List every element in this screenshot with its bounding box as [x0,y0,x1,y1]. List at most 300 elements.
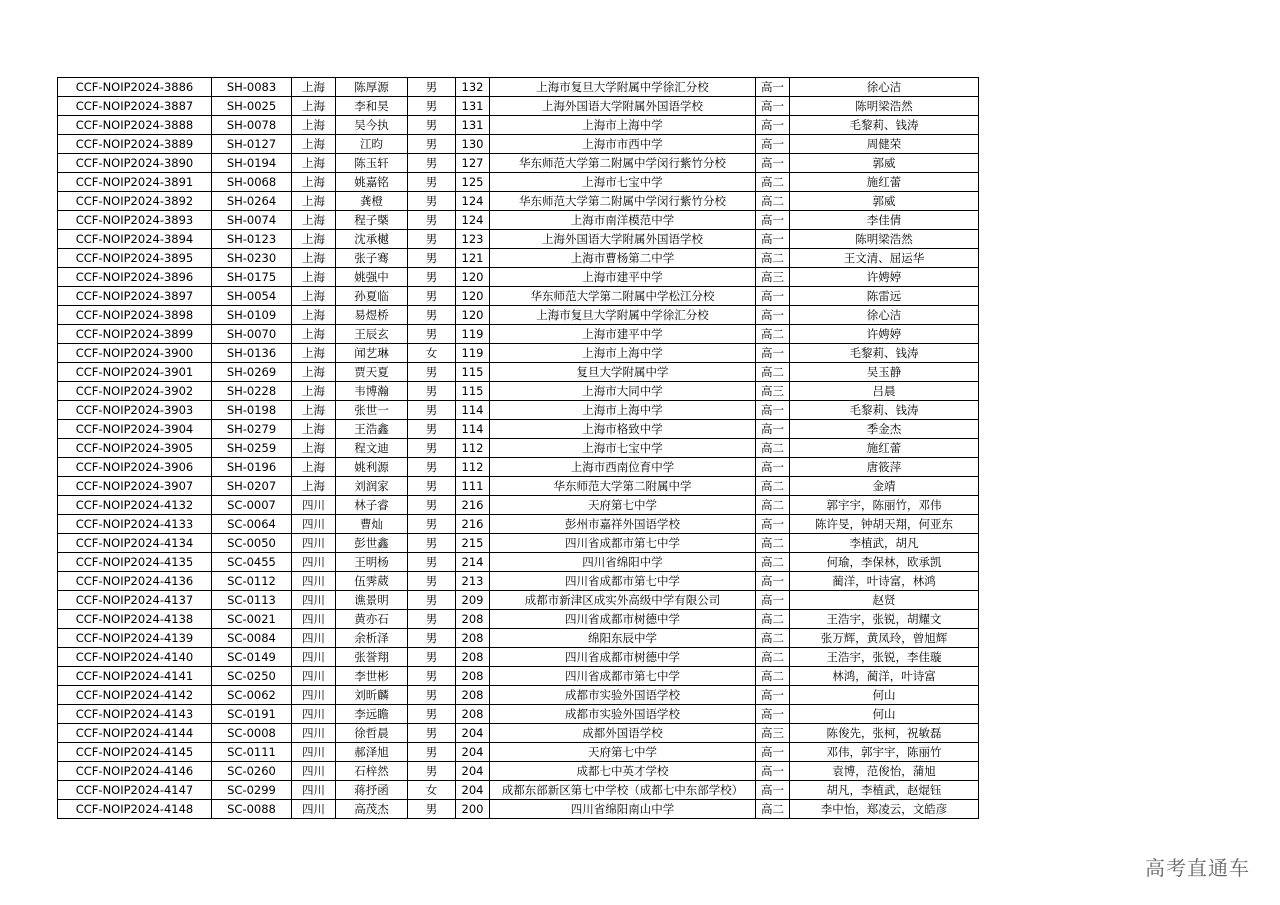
table-row [58,382,979,401]
cell-province: 上海 [292,249,336,268]
cell-score: 216 [456,515,490,534]
table-row [58,325,979,344]
cell-contestant-code: SC-0260 [212,762,292,781]
cell-province: 四川 [292,762,336,781]
cell-gender: 男 [408,610,456,629]
cell-province: 四川 [292,629,336,648]
cell-province: 上海 [292,268,336,287]
cell-name: 龚橙 [336,192,408,211]
cell-gender: 男 [408,420,456,439]
table-row [58,458,979,477]
cell-coach: 徐心洁 [790,306,979,325]
table-row [58,154,979,173]
table-row [58,781,979,800]
cell-score: 124 [456,192,490,211]
cell-gender: 男 [408,78,456,97]
cell-school: 上海外国语大学附属外国语学校 [490,230,756,249]
cell-school: 天府第七中学 [490,496,756,515]
cell-province: 上海 [292,382,336,401]
table-row [58,743,979,762]
cell-contestant-code: SH-0175 [212,268,292,287]
cell-contestant-code: SH-0123 [212,230,292,249]
cell-grade: 高三 [756,382,790,401]
table-row [58,97,979,116]
cell-school: 上海市市西中学 [490,135,756,154]
cell-province: 四川 [292,648,336,667]
cell-grade: 高一 [756,591,790,610]
cell-name: 彭世鑫 [336,534,408,553]
cell-school: 成都东部新区第七中学校（成都七中东部学校） [490,781,756,800]
cell-gender: 男 [408,686,456,705]
cell-contestant-code: SC-0191 [212,705,292,724]
cell-coach: 何山 [790,686,979,705]
cell-award-id: CCF-NOIP2024-3898 [58,306,212,325]
cell-grade: 高一 [756,420,790,439]
cell-award-id: CCF-NOIP2024-3906 [58,458,212,477]
cell-score: 125 [456,173,490,192]
cell-contestant-code: SH-0194 [212,154,292,173]
cell-name: 易煜桥 [336,306,408,325]
cell-gender: 男 [408,800,456,819]
cell-province: 上海 [292,154,336,173]
cell-school: 华东师范大学第二附属中学松江分校 [490,287,756,306]
cell-school: 四川省成都市第七中学 [490,667,756,686]
cell-school: 华东师范大学第二附属中学闵行紫竹分校 [490,192,756,211]
cell-contestant-code: SH-0025 [212,97,292,116]
cell-award-id: CCF-NOIP2024-3899 [58,325,212,344]
cell-contestant-code: SC-0007 [212,496,292,515]
cell-score: 216 [456,496,490,515]
cell-gender: 男 [408,230,456,249]
cell-school: 彭州市嘉祥外国语学校 [490,515,756,534]
cell-score: 208 [456,686,490,705]
cell-contestant-code: SC-0113 [212,591,292,610]
cell-province: 上海 [292,192,336,211]
cell-award-id: CCF-NOIP2024-4146 [58,762,212,781]
table-row [58,534,979,553]
cell-award-id: CCF-NOIP2024-3888 [58,116,212,135]
cell-grade: 高一 [756,705,790,724]
cell-name: 王明杨 [336,553,408,572]
table-row [58,192,979,211]
cell-score: 204 [456,781,490,800]
cell-name: 程文迪 [336,439,408,458]
cell-school: 上海市曹杨第二中学 [490,249,756,268]
cell-school: 成都七中英才学校 [490,762,756,781]
cell-coach: 林鸿，蔺洋，叶诗富 [790,667,979,686]
cell-province: 上海 [292,173,336,192]
cell-score: 209 [456,591,490,610]
cell-score: 111 [456,477,490,496]
cell-school: 华东师范大学第二附属中学闵行紫竹分校 [490,154,756,173]
cell-contestant-code: SH-0127 [212,135,292,154]
cell-province: 上海 [292,78,336,97]
cell-name: 伍霁葳 [336,572,408,591]
cell-contestant-code: SC-0149 [212,648,292,667]
cell-award-id: CCF-NOIP2024-3905 [58,439,212,458]
cell-grade: 高二 [756,648,790,667]
cell-contestant-code: SH-0083 [212,78,292,97]
cell-score: 214 [456,553,490,572]
cell-score: 208 [456,667,490,686]
table-row [58,553,979,572]
cell-gender: 男 [408,97,456,116]
cell-award-id: CCF-NOIP2024-4138 [58,610,212,629]
cell-grade: 高一 [756,743,790,762]
cell-award-id: CCF-NOIP2024-4137 [58,591,212,610]
cell-score: 204 [456,762,490,781]
cell-school: 四川省成都市树德中学 [490,610,756,629]
table-row [58,287,979,306]
table-row [58,629,979,648]
table-row [58,572,979,591]
results-table [57,77,979,819]
cell-coach: 袁博，范俊怡，蒲旭 [790,762,979,781]
cell-province: 上海 [292,306,336,325]
cell-score: 208 [456,629,490,648]
cell-province: 四川 [292,553,336,572]
cell-school: 上海外国语大学附属外国语学校 [490,97,756,116]
cell-award-id: CCF-NOIP2024-4132 [58,496,212,515]
cell-award-id: CCF-NOIP2024-4134 [58,534,212,553]
cell-grade: 高一 [756,287,790,306]
cell-score: 131 [456,116,490,135]
table-row [58,477,979,496]
cell-score: 119 [456,325,490,344]
cell-name: 王浩鑫 [336,420,408,439]
cell-award-id: CCF-NOIP2024-3890 [58,154,212,173]
cell-grade: 高一 [756,306,790,325]
cell-coach: 施红蕾 [790,173,979,192]
cell-contestant-code: SC-0062 [212,686,292,705]
cell-score: 114 [456,401,490,420]
cell-province: 四川 [292,686,336,705]
cell-school: 上海市建平中学 [490,268,756,287]
cell-name: 闻艺琳 [336,344,408,363]
cell-gender: 男 [408,553,456,572]
cell-gender: 男 [408,591,456,610]
cell-school: 上海市大同中学 [490,382,756,401]
cell-award-id: CCF-NOIP2024-3907 [58,477,212,496]
cell-province: 四川 [292,610,336,629]
cell-contestant-code: SH-0109 [212,306,292,325]
cell-name: 姚强中 [336,268,408,287]
table-row [58,800,979,819]
cell-contestant-code: SH-0078 [212,116,292,135]
table-row [58,363,979,382]
cell-coach: 徐心洁 [790,78,979,97]
cell-score: 124 [456,211,490,230]
cell-award-id: CCF-NOIP2024-3904 [58,420,212,439]
cell-school: 上海市上海中学 [490,116,756,135]
cell-coach: 何瑜，李保林，欧承凯 [790,553,979,572]
cell-school: 上海市上海中学 [490,344,756,363]
cell-gender: 男 [408,667,456,686]
cell-name: 李和昊 [336,97,408,116]
cell-grade: 高一 [756,116,790,135]
cell-contestant-code: SH-0228 [212,382,292,401]
cell-coach: 邓伟，郭宇宇，陈丽竹 [790,743,979,762]
cell-score: 115 [456,363,490,382]
cell-award-id: CCF-NOIP2024-3896 [58,268,212,287]
cell-score: 114 [456,420,490,439]
table-row [58,724,979,743]
cell-score: 127 [456,154,490,173]
cell-name: 姚嘉铭 [336,173,408,192]
cell-score: 208 [456,705,490,724]
cell-contestant-code: SC-0064 [212,515,292,534]
cell-award-id: CCF-NOIP2024-3897 [58,287,212,306]
cell-coach: 蔺洋，叶诗富，林鸿 [790,572,979,591]
table-row [58,116,979,135]
table-row [58,135,979,154]
cell-grade: 高一 [756,515,790,534]
cell-score: 215 [456,534,490,553]
cell-school: 四川省成都市第七中学 [490,534,756,553]
cell-grade: 高一 [756,572,790,591]
cell-coach: 李佳倩 [790,211,979,230]
cell-name: 石梓然 [336,762,408,781]
cell-contestant-code: SC-0299 [212,781,292,800]
cell-name: 程子槩 [336,211,408,230]
cell-award-id: CCF-NOIP2024-4143 [58,705,212,724]
cell-coach: 李中怡，郑凌云，文皓彦 [790,800,979,819]
cell-gender: 男 [408,135,456,154]
cell-name: 姚利源 [336,458,408,477]
cell-coach: 陈俊先，张柯，祝敏磊 [790,724,979,743]
cell-score: 120 [456,268,490,287]
cell-school: 上海市复旦大学附属中学徐汇分校 [490,78,756,97]
cell-gender: 男 [408,762,456,781]
cell-school: 成都市新津区成实外高级中学有限公司 [490,591,756,610]
cell-award-id: CCF-NOIP2024-3902 [58,382,212,401]
cell-coach: 陈明梁浩然 [790,97,979,116]
cell-award-id: CCF-NOIP2024-3886 [58,78,212,97]
cell-score: 112 [456,439,490,458]
cell-province: 上海 [292,363,336,382]
cell-score: 204 [456,743,490,762]
cell-award-id: CCF-NOIP2024-4136 [58,572,212,591]
cell-grade: 高一 [756,135,790,154]
cell-school: 上海市建平中学 [490,325,756,344]
cell-school: 上海市复旦大学附属中学徐汇分校 [490,306,756,325]
cell-school: 上海市七宝中学 [490,173,756,192]
cell-name: 黄亦石 [336,610,408,629]
cell-award-id: CCF-NOIP2024-3892 [58,192,212,211]
cell-gender: 男 [408,439,456,458]
cell-score: 208 [456,648,490,667]
cell-province: 上海 [292,477,336,496]
cell-gender: 男 [408,154,456,173]
cell-grade: 高三 [756,268,790,287]
cell-contestant-code: SH-0230 [212,249,292,268]
cell-grade: 高二 [756,249,790,268]
cell-province: 四川 [292,667,336,686]
cell-score: 213 [456,572,490,591]
table-row [58,667,979,686]
cell-province: 上海 [292,135,336,154]
table-row [58,591,979,610]
cell-grade: 高一 [756,686,790,705]
cell-gender: 男 [408,306,456,325]
cell-award-id: CCF-NOIP2024-3889 [58,135,212,154]
cell-gender: 男 [408,325,456,344]
cell-contestant-code: SC-0050 [212,534,292,553]
cell-award-id: CCF-NOIP2024-3901 [58,363,212,382]
cell-coach: 金靖 [790,477,979,496]
cell-coach: 吕晨 [790,382,979,401]
cell-gender: 男 [408,705,456,724]
cell-gender: 男 [408,192,456,211]
cell-contestant-code: SH-0269 [212,363,292,382]
cell-contestant-code: SC-0112 [212,572,292,591]
table-row [58,496,979,515]
table-row [58,648,979,667]
cell-province: 上海 [292,287,336,306]
cell-name: 张子骞 [336,249,408,268]
cell-province: 上海 [292,420,336,439]
cell-school: 复旦大学附属中学 [490,363,756,382]
cell-grade: 高三 [756,724,790,743]
cell-province: 上海 [292,344,336,363]
cell-gender: 男 [408,401,456,420]
cell-gender: 男 [408,249,456,268]
cell-contestant-code: SH-0054 [212,287,292,306]
cell-province: 四川 [292,591,336,610]
cell-award-id: CCF-NOIP2024-4144 [58,724,212,743]
cell-name: 刘昕麟 [336,686,408,705]
cell-coach: 陈许旻，钟胡天翔，何亚东 [790,515,979,534]
cell-name: 谯景明 [336,591,408,610]
cell-award-id: CCF-NOIP2024-4141 [58,667,212,686]
cell-coach: 季金杰 [790,420,979,439]
cell-school: 上海市南洋模范中学 [490,211,756,230]
cell-score: 132 [456,78,490,97]
table-row [58,686,979,705]
cell-score: 130 [456,135,490,154]
table-row [58,268,979,287]
cell-name: 贾天夏 [336,363,408,382]
cell-grade: 高二 [756,363,790,382]
cell-coach: 王文清、屈运华 [790,249,979,268]
table-row [58,610,979,629]
cell-grade: 高二 [756,629,790,648]
cell-coach: 许娉婷 [790,325,979,344]
table-row [58,401,979,420]
cell-coach: 王浩宇，张锐，李佳璇 [790,648,979,667]
cell-coach: 周健荣 [790,135,979,154]
cell-school: 华东师范大学第二附属中学 [490,477,756,496]
cell-gender: 男 [408,534,456,553]
cell-grade: 高一 [756,344,790,363]
cell-gender: 男 [408,363,456,382]
cell-contestant-code: SH-0074 [212,211,292,230]
table-row [58,306,979,325]
cell-name: 陈厚源 [336,78,408,97]
cell-score: 120 [456,287,490,306]
cell-grade: 高一 [756,78,790,97]
table-row [58,762,979,781]
cell-gender: 男 [408,268,456,287]
cell-name: 沈承樾 [336,230,408,249]
cell-province: 四川 [292,724,336,743]
cell-gender: 男 [408,458,456,477]
cell-coach: 毛黎莉、钱涛 [790,116,979,135]
cell-coach: 王浩宇，张锐，胡耀文 [790,610,979,629]
cell-school: 天府第七中学 [490,743,756,762]
cell-contestant-code: SC-0008 [212,724,292,743]
cell-coach: 赵贤 [790,591,979,610]
cell-contestant-code: SC-0021 [212,610,292,629]
table-row [58,173,979,192]
cell-score: 200 [456,800,490,819]
cell-school: 四川省成都市树德中学 [490,648,756,667]
cell-contestant-code: SC-0084 [212,629,292,648]
cell-province: 四川 [292,572,336,591]
cell-gender: 男 [408,116,456,135]
cell-gender: 男 [408,743,456,762]
cell-gender: 男 [408,629,456,648]
cell-grade: 高二 [756,325,790,344]
cell-school: 成都市实验外国语学校 [490,705,756,724]
cell-contestant-code: SH-0070 [212,325,292,344]
cell-score: 204 [456,724,490,743]
cell-school: 四川省绵阳南山中学 [490,800,756,819]
cell-contestant-code: SH-0136 [212,344,292,363]
cell-grade: 高一 [756,97,790,116]
cell-school: 上海市上海中学 [490,401,756,420]
cell-score: 119 [456,344,490,363]
cell-grade: 高一 [756,762,790,781]
cell-score: 208 [456,610,490,629]
cell-province: 四川 [292,705,336,724]
cell-name: 蒋抒函 [336,781,408,800]
cell-province: 四川 [292,800,336,819]
results-table-body [58,78,979,819]
cell-coach: 郭威 [790,154,979,173]
cell-coach: 胡凡，李植武，赵焜钰 [790,781,979,800]
cell-province: 上海 [292,458,336,477]
cell-name: 吴今执 [336,116,408,135]
cell-gender: 男 [408,515,456,534]
cell-award-id: CCF-NOIP2024-4133 [58,515,212,534]
cell-name: 陈玉轩 [336,154,408,173]
cell-award-id: CCF-NOIP2024-3895 [58,249,212,268]
cell-award-id: CCF-NOIP2024-3887 [58,97,212,116]
table-row [58,230,979,249]
table-row [58,515,979,534]
cell-contestant-code: SH-0207 [212,477,292,496]
table-row [58,705,979,724]
cell-grade: 高二 [756,534,790,553]
cell-score: 131 [456,97,490,116]
cell-name: 林子睿 [336,496,408,515]
cell-contestant-code: SH-0198 [212,401,292,420]
cell-award-id: CCF-NOIP2024-4135 [58,553,212,572]
cell-coach: 唐筱萍 [790,458,979,477]
cell-gender: 男 [408,477,456,496]
cell-province: 四川 [292,515,336,534]
cell-province: 上海 [292,401,336,420]
cell-grade: 高二 [756,667,790,686]
cell-award-id: CCF-NOIP2024-4139 [58,629,212,648]
cell-name: 张世一 [336,401,408,420]
cell-school: 绵阳东辰中学 [490,629,756,648]
cell-grade: 高二 [756,553,790,572]
cell-coach: 何山 [790,705,979,724]
cell-province: 上海 [292,325,336,344]
cell-school: 上海市七宝中学 [490,439,756,458]
